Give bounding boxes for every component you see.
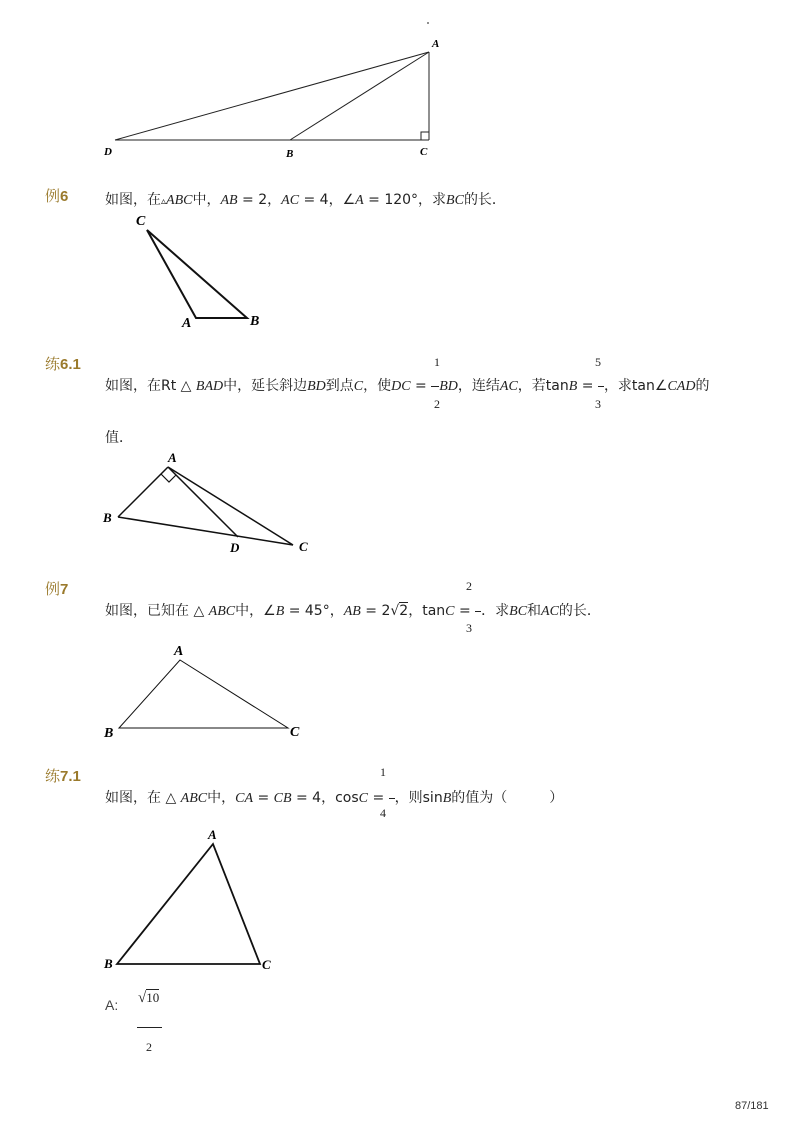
text-segment: 的 xyxy=(695,378,710,394)
text-segment: 到点 xyxy=(325,378,354,394)
point-label-b: B xyxy=(104,956,113,971)
right-angle-mark xyxy=(421,132,429,140)
point-label-d: D xyxy=(230,540,240,555)
segment-bc xyxy=(118,517,293,545)
math-cb: CB xyxy=(273,791,292,806)
text-segment: = xyxy=(454,603,476,619)
math-bc: BC xyxy=(446,193,464,208)
math-abc: ABC xyxy=(180,791,208,806)
text-segment: = 2 xyxy=(360,603,391,619)
fraction-numerator: 1 xyxy=(380,765,386,779)
math-b: B xyxy=(442,791,452,806)
text-segment: = xyxy=(253,790,274,806)
text-segment: 和 xyxy=(527,603,542,619)
math-abc: ABC xyxy=(166,193,193,208)
segment-ba xyxy=(118,467,168,517)
text-segment: ，则sin xyxy=(394,790,443,806)
label-number: 6.1 xyxy=(60,356,81,373)
example-7-question xyxy=(105,600,601,620)
text-segment: 中， xyxy=(207,790,236,806)
math-dc: DC xyxy=(391,379,411,394)
text-segment: 如图，在Rt △ xyxy=(105,378,196,394)
label-prefix: 练 xyxy=(45,768,61,785)
text-segment: 的长． xyxy=(463,192,506,208)
math-ca: CA xyxy=(235,791,254,806)
text-segment: ，使 xyxy=(363,378,392,394)
label-prefix: 例 xyxy=(45,581,61,598)
label-number: 7 xyxy=(60,581,69,598)
math-b: B xyxy=(568,379,578,394)
math-a: A xyxy=(355,193,364,208)
example-7-label xyxy=(45,578,68,599)
sqrt-sign: √ xyxy=(390,603,400,619)
figure-triangle-bad xyxy=(95,445,335,560)
text-segment: ，若tan xyxy=(517,378,569,394)
segment-da xyxy=(115,52,429,140)
point-label-c: C xyxy=(136,214,146,229)
point-label-b: B xyxy=(286,148,294,160)
math-bc: BC xyxy=(509,604,528,619)
point-label-a: A xyxy=(432,38,440,50)
practice-6-1-label xyxy=(45,353,81,374)
label-prefix: 例 xyxy=(45,188,61,205)
math-bad: BAD xyxy=(195,379,224,394)
text-segment: 中，延长斜边 xyxy=(223,378,308,394)
triangle-shape xyxy=(117,844,260,964)
practice-7-1-label xyxy=(45,765,81,786)
math-abc: ABC xyxy=(208,604,236,619)
fraction-denominator: 4 xyxy=(380,806,386,820)
label-number: 6 xyxy=(60,188,69,205)
option-a-denominator: 2 xyxy=(146,1040,152,1054)
example-6-label xyxy=(45,185,68,206)
figure-triangle-dbc xyxy=(0,0,800,165)
text-segment: = 120°，求 xyxy=(363,192,447,208)
segment-ba xyxy=(290,52,429,140)
math-ac: AC xyxy=(281,193,300,208)
point-label-c: C xyxy=(290,725,300,740)
math-bd: BD xyxy=(307,379,326,394)
option-a-radical xyxy=(138,990,159,1007)
text-segment: 如图，在 xyxy=(105,192,161,208)
triangle-symbol: ▵ xyxy=(161,196,167,207)
fraction-2-denominator: 3 xyxy=(595,397,601,411)
text-segment: = xyxy=(577,378,598,394)
radicand: 10 xyxy=(146,990,160,1005)
page-number: 87/181 xyxy=(735,1100,769,1112)
math-c: C xyxy=(445,604,455,619)
math-b: B xyxy=(275,604,285,619)
fraction-2-numerator: 5 xyxy=(595,355,601,369)
text-segment: = xyxy=(410,378,432,394)
point-label-a: A xyxy=(174,644,184,659)
text-segment: = 4，∠ xyxy=(299,192,356,208)
text-segment: 如图，在 △ xyxy=(105,790,181,806)
option-a-label: A: xyxy=(105,997,119,1013)
point-label-d: D xyxy=(104,146,112,158)
text-segment: ，连结 xyxy=(457,378,500,394)
math-bd: BD xyxy=(439,379,458,394)
text-segment: = 2， xyxy=(237,192,282,208)
text-segment: = 45°， xyxy=(284,603,344,619)
figure-triangle-abc-ex7 xyxy=(95,640,315,745)
fraction-1-denominator: 2 xyxy=(434,397,440,411)
math-c: C xyxy=(358,791,368,806)
triangle-shape xyxy=(119,660,288,728)
figure-triangle-abc-pr71 xyxy=(95,820,295,980)
point-label-b: B xyxy=(103,510,112,525)
label-prefix: 练 xyxy=(45,356,61,373)
figure-triangle-abc-ex6 xyxy=(120,205,290,335)
option-a-fraction-bar xyxy=(137,1027,162,1028)
point-label-a: A xyxy=(168,450,177,465)
point-label-c: C xyxy=(262,957,271,972)
text-segment: 如图，已知在 △ xyxy=(105,603,209,619)
fraction-denominator: 3 xyxy=(466,621,472,635)
sqrt-sign: √ xyxy=(138,990,147,1006)
text-segment: 的值为（ ） xyxy=(451,790,564,806)
practice-6-1-question xyxy=(105,375,709,395)
math-c: C xyxy=(353,379,364,394)
text-segment: = xyxy=(368,790,389,806)
point-label-c: C xyxy=(420,146,428,158)
point-label-b: B xyxy=(104,726,114,741)
text-segment: 中， xyxy=(192,192,221,208)
point-label-c: C xyxy=(299,539,308,554)
text-segment: ．求 xyxy=(481,603,510,619)
right-angle-mark xyxy=(161,474,176,482)
math-ab: AB xyxy=(220,193,238,208)
text-segment: 中，∠ xyxy=(235,603,276,619)
practice-6-1-question-line2: 值． xyxy=(105,430,133,446)
point-label-a: A xyxy=(208,827,217,842)
label-number: 7.1 xyxy=(60,768,81,785)
text-segment: 的长． xyxy=(558,603,601,619)
math-ac: AC xyxy=(541,604,559,619)
fraction-1-numerator: 1 xyxy=(434,355,440,369)
fraction-numerator: 2 xyxy=(466,579,472,593)
point-label-a: A xyxy=(182,316,192,331)
math-ab: AB xyxy=(343,604,361,619)
text-segment: ，tan xyxy=(408,603,446,619)
math-ac: AC xyxy=(499,379,518,394)
math-cad: CAD xyxy=(667,379,696,394)
text-segment: = 4，cos xyxy=(291,790,359,806)
triangle-shape xyxy=(147,230,247,318)
radicand: 2 xyxy=(399,603,409,619)
point-label-b: B xyxy=(250,314,260,329)
practice-7-1-question xyxy=(105,787,563,807)
text-segment: ，求tan∠ xyxy=(603,378,668,394)
segment-ac xyxy=(168,467,293,545)
